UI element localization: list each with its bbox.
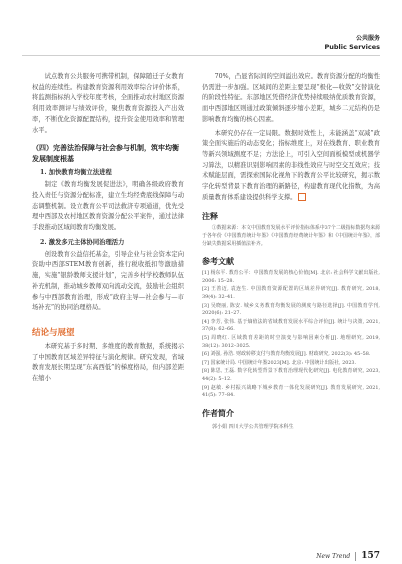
left-paragraph-2: 制定《教育均衡发展促进法》，明确各级政府教育投入责任与资源分配标准，建立生均经费底线保障与动态调整机制。设立教育公平司法救济专项通道，优先受理中西部及农村地区教育资源分配公平案件，通过法律手段推动区域间教育均衡发展。 xyxy=(32,181,184,232)
reference-list xyxy=(202,270,380,400)
reference-item: [2] 王善迈, 袁连生. 中国教育资源配置的区域差异研究[J]. 教育研究, 2018, 39(4): 32–41. xyxy=(202,286,380,300)
section-heading-4: （四）完善法治保障与社会参与机制，筑牢均衡发展制度根基 xyxy=(32,143,179,164)
author-info: 郭小娟 四川大学公共管理学院本科生 xyxy=(212,423,294,430)
references-heading: 参考文献 xyxy=(202,257,234,267)
conclusion-heading: 结论与展望 xyxy=(32,327,75,338)
page-footer xyxy=(316,551,380,561)
end-mark-icon xyxy=(298,193,306,201)
left-column xyxy=(32,72,184,388)
header-column-cn: 公共服务 xyxy=(355,35,380,42)
reference-item: [1] 杨东平. 教育公平：中国教育发展的核心价值[M]. 北京: 社会科学文献出版社, 2006: 15–28. xyxy=(202,270,380,284)
note-1: ①数据来源：本文中国教育发展水平评价指标体系中37个二级指标数据均来源于各年份《中国教育统计年鉴》《中国教育经费统计年鉴》和《中国统计年鉴》，部分缺失数据采用插值法补齐。 xyxy=(202,225,380,247)
reference-item: [9] 赵敏. 乡村振兴战略下城乡教育一体化发展研究[J]. 教育发展研究, 2021, 41(5): 77–84. xyxy=(202,384,380,399)
subheading-1: 1. 加快教育均衡立法进程 xyxy=(40,169,112,177)
left-paragraph-4: 本研究基于多时期、多维度的教育数据，系统揭示了中国教育区域差异特征与演化规律。研究发现，省域教育发展长期呈现“东高西低”的梯度格局，但内部差距在缩小 xyxy=(32,342,184,383)
reference-item: [8] 陈思, 王磊. 数字化转型背景下教育治理现代化研究[J]. 电化教育研究, 2023, 44(2): 5–12. xyxy=(202,368,380,382)
right-paragraph-2-text: 本研究仍存在一定局限。数据时效性上，未能涵盖“双减”政策全面实施后的动态变化；指标维度上，对在线教育、职业教育等新兴领域测度不足；方法论上，可引入空间面板模型或机器学习算法，以精准识别影响因素的非线性效应与时空交互效应；技术赋能层面，需探索国际化视角下的教育公平比较研究，揭示数字化转型背景下教育治理的新路径，构建教育现代化指数，为高质量教育体系建设提供科学支撑。 xyxy=(202,129,380,201)
right-column xyxy=(202,72,380,432)
reference-item: [6] 刘强, 孙浩. 财政转移支付与教育均衡发展[J]. 财政研究, 2022(3): 45–58. xyxy=(202,351,371,358)
author-heading: 作者简介 xyxy=(202,408,234,418)
journal-name: New Trend xyxy=(316,552,351,560)
header-column-en: Public Services xyxy=(324,43,380,51)
reference-item: [5] 周晓红. 区域教育差距的时空演变与影响因素分析[J]. 地理研究, 2019, 38(12): 3012–3025. xyxy=(202,334,380,349)
reference-item: [7] 国家统计局. 中国统计年鉴2023[M]. 北京: 中国统计出版社, 2023. xyxy=(202,359,357,366)
reference-item: [4] 李芳, 张伟. 基于熵值法的省域教育发展水平综合评价[J]. 统计与决策, 2021, 37(8): 62–66. xyxy=(202,318,380,333)
subheading-2: 2. 激发多元主体协同治理活力 xyxy=(40,238,125,246)
footer-divider xyxy=(355,552,356,561)
left-paragraph-1: 试点教育公共服务可携带机制，保障随迁子女教育权益的连续性。构建教育资源利用效率综合评价体系，将监测指标纳入学校年度考核，全面推动农村地区资源利用效率测评与绩效评价，聚焦教育资源投入产出效率，不断优化资源配置结构，提升资金使用效率和管理水平。 xyxy=(32,73,184,134)
header-rule xyxy=(22,55,380,56)
notes-heading: 注释 xyxy=(202,212,218,222)
page-number: 157 xyxy=(361,551,380,561)
reference-item: [3] 吴晓丽, 陈安. 城乡义务教育均衡发展的测度与路径选择[J]. 中国教育学刊, 2020(6): 21–27. xyxy=(202,302,380,317)
right-paragraph-2 xyxy=(202,129,380,204)
right-paragraph-1: 70%，凸显省际间的空间溢出效应。教育资源分配的均衡性仍需进一步加强。区域间的差距主要呈现“极化—收敛”交替演化的阶段性特征。东部地区凭借经济优势持续吸纳优质教育资源，而中西部地区则通过政策倾斜逐步缩小差距，城乡二元结构仍是影响教育均衡的核心因素。 xyxy=(202,73,380,123)
left-paragraph-3: 创设教育公益信托基金，引导企业与社会资本定向资助中西部STEM教育创新，推行税收抵扣等激励措施，实施“银龄教师支援计划”，完善乡村学校教师队伍补充机制，推动城乡教师双向流动交流，鼓励社会组织参与中西部教育治理，形成“政府主导—社会参与—市场补充”的协同治理格局。 xyxy=(32,250,184,312)
